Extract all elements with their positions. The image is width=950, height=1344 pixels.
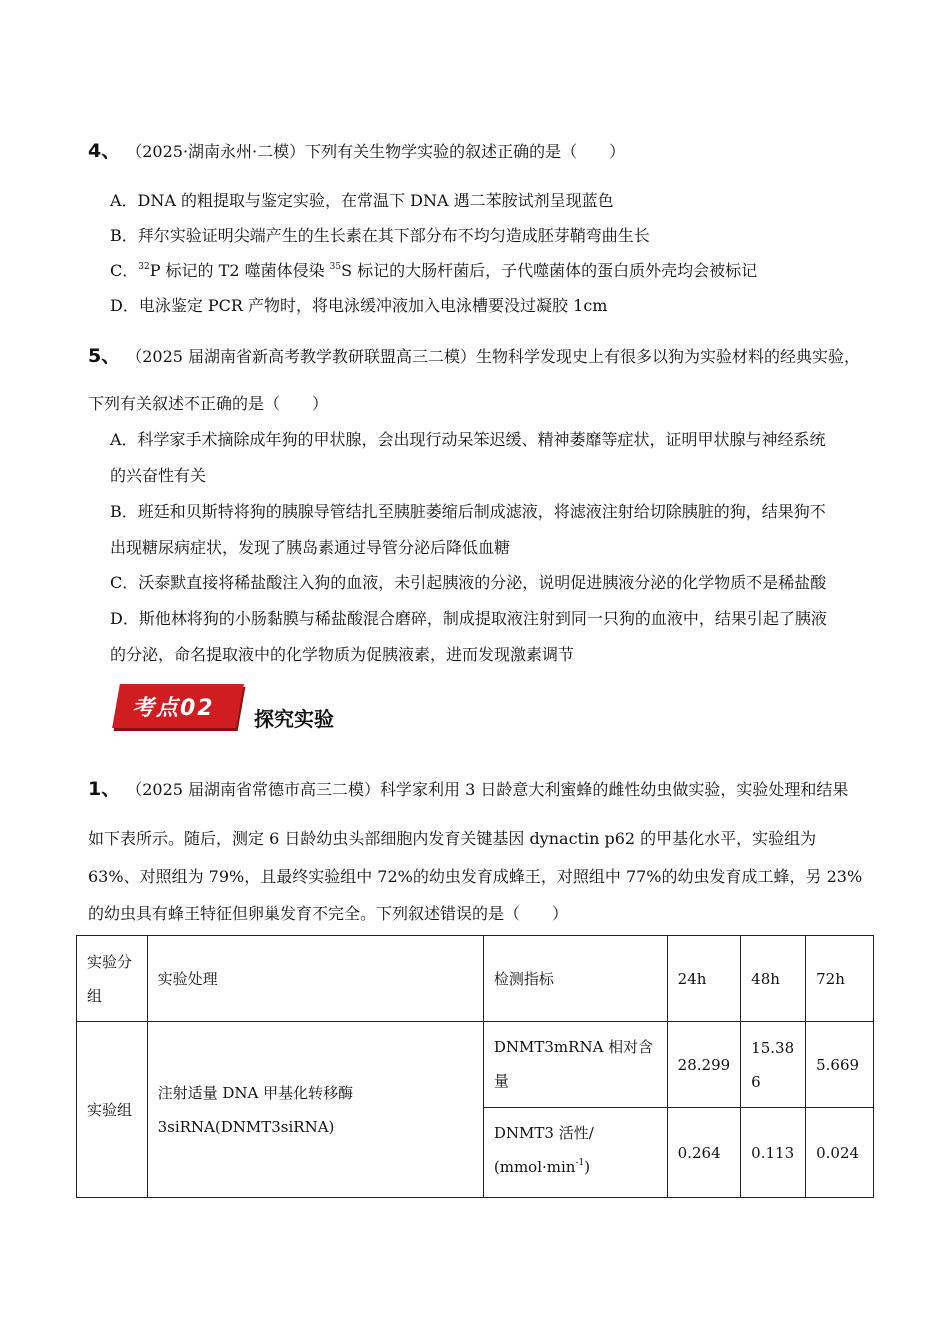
question-stem: 科学家利用 3 日龄意大利蜜蜂的雌性幼虫做实验，实验处理和结果	[380, 780, 849, 799]
question-stem-line4: 的幼虫具有蜂王特征但卵巢发育不完全。下列叙述错误的是（ ）	[88, 904, 569, 923]
question-number: 1、	[88, 778, 121, 800]
option-b-line2: 出现糖尿病症状，发现了胰岛素通过导管分泌后降低血糖	[110, 538, 511, 557]
option-a-line2: 的兴奋性有关	[110, 466, 207, 485]
value-cell: 0.264	[667, 1108, 741, 1198]
option-c	[110, 260, 757, 282]
question-stem: 下列有关生物学实验的叙述正确的是（ ）	[305, 142, 626, 161]
table-row	[77, 1022, 874, 1108]
value-cell: 5.669	[806, 1022, 874, 1108]
option-d-line2: 的分泌，命名提取液中的化学物质为促胰液素，进而发现激素调节	[110, 645, 575, 664]
section-banner-label: 考点02	[132, 696, 215, 721]
option-d: D．电泳鉴定 PCR 产物时，将电泳缓冲液加入电泳槽要没过凝胶 1cm	[110, 296, 608, 315]
value-cell: 15.38 6	[741, 1022, 806, 1108]
value-cell: 28.299	[667, 1022, 741, 1108]
option-d-line1: D．斯他林将狗的小肠黏膜与稀盐酸混合磨碎，制成提取液注射到同一只狗的血液中，结果引起了胰液	[110, 609, 827, 628]
option-c: C．沃泰默直接将稀盐酸注入狗的血液，未引起胰液的分泌，说明促进胰液分泌的化学物质不是稀盐酸	[110, 573, 827, 592]
question-number: 4、	[88, 140, 121, 162]
question-4-header	[88, 140, 625, 163]
question-source: （2025 届湖南省新高考教学教研联盟高三二模）	[134, 347, 477, 366]
table-header-row	[77, 936, 874, 1022]
header-group: 实验分 组	[77, 936, 148, 1022]
option-c-mid: P 标记的 T2 噬菌体侵染	[149, 261, 330, 280]
group-cell: 实验组	[77, 1022, 148, 1198]
index-cell-activity: DNMT3 活性/ $(mmol\cdot\min^{-1})$	[483, 1108, 667, 1198]
option-b: B．拜尔实验证明尖端产生的生长素在其下部分布不均匀造成胚芽鞘弯曲生长	[110, 226, 650, 245]
header-treatment: 实验处理	[147, 936, 483, 1022]
header-24h: 24h	[667, 936, 741, 1022]
value-cell: 0.113	[741, 1108, 806, 1198]
question-stem-line3: 63%、对照组为 79%，且最终实验组中 72%的幼虫发育成蜂王，对照组中 77%的幼虫发育成工蜂，另 23%	[88, 867, 863, 886]
experiment-table	[76, 935, 874, 1198]
question-source: （2025·湖南永州·二模）	[134, 142, 306, 161]
value-cell: 0.024	[806, 1108, 874, 1198]
question-stem-cont: 下列有关叙述不正确的是（ ）	[88, 394, 329, 413]
question-5-header	[88, 345, 860, 368]
section-title: 探究实验	[254, 707, 334, 731]
question-stem-line2: 如下表所示。随后，测定 6 日龄幼虫头部细胞内发育关键基因 dynactin p62 的甲基化水平，实验组为	[88, 829, 817, 848]
question-stem: 生物科学发现史上有很多以狗为实验材料的经典实验，	[476, 347, 861, 366]
option-a: A．DNA 的粗提取与鉴定实验，在常温下 DNA 遇二苯胺试剂呈现蓝色	[110, 191, 614, 210]
question-number: 5、	[88, 345, 121, 367]
header-72h: 72h	[806, 936, 874, 1022]
option-b-line1: B．班廷和贝斯特将狗的胰腺导管结扎至胰脏萎缩后制成滤液，将滤液注射给切除胰脏的狗，结果狗不	[110, 502, 826, 521]
superscript-35: 35	[329, 262, 342, 272]
treatment-cell: 注射适量 DNA 甲基化转移酶 3siRNA(DNMT3siRNA)	[147, 1022, 483, 1198]
index-cell-mrna: DNMT3mRNA 相对含 量	[483, 1022, 667, 1108]
option-c-prefix: C．	[110, 261, 139, 280]
header-index: 检测指标	[483, 936, 667, 1022]
question-1-header	[88, 778, 848, 801]
option-c-suffix: S 标记的大肠杆菌后，子代噬菌体的蛋白质外壳均会被标记	[341, 261, 758, 280]
superscript-32: 32	[138, 262, 150, 272]
option-a-line1: A．科学家手术摘除成年狗的甲状腺，会出现行动呆笨迟缓、精神萎靡等症状，证明甲状腺与神经系统	[110, 430, 826, 449]
question-source: （2025 届湖南省常德市高三二模）	[134, 780, 381, 799]
header-48h: 48h	[741, 936, 806, 1022]
